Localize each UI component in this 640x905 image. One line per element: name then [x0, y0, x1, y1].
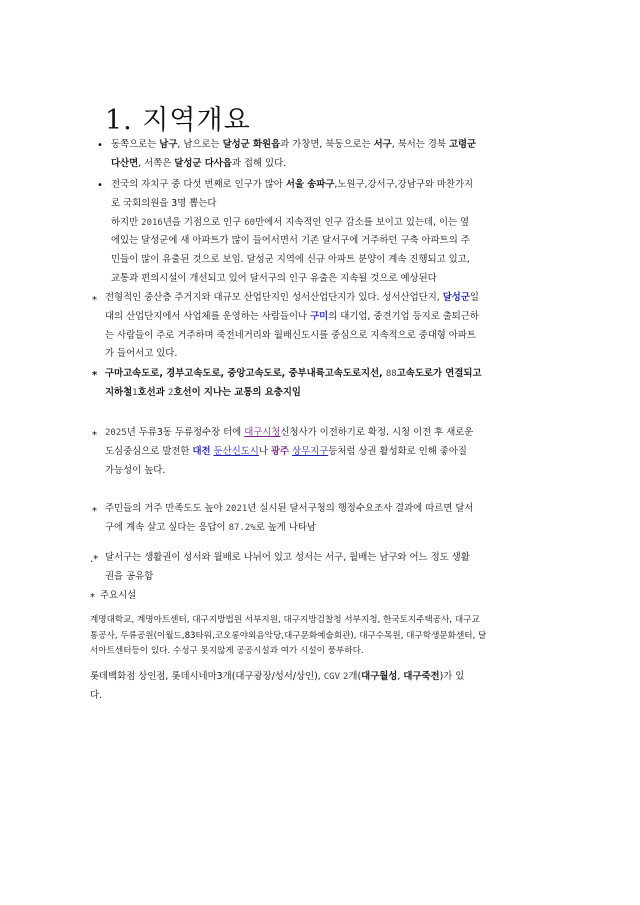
section-satisfaction: 주민들의 거주 만족도도 높아 2021년 실시된 달서구청의 행정수요조사 결과에 따르면 달서 구에 계속 살고 싶다는 응답이 87.2%로 높게 나타남 — [105, 503, 474, 533]
bullet-marker: .* — [90, 554, 99, 565]
facilities-paragraph: 계명대학교, 계명아트센터, 대구지방법원 서부지원, 대구지방검찰청 서부지청, 한국토지주택공사, 대구교 통공사, 두류공원(이월드,83타워,코오롱야외음악당,대구문화예술회관), 대구수목원, 대구학생문화센터, 달 서아트센터등이 있다. 수성구 못지않게 공공시설과 여가 시설이 풍부하다. — [90, 615, 487, 656]
page-title: 1. 지역개요 — [105, 105, 251, 136]
bullet-marker: * — [92, 295, 97, 306]
bullet-marker: • — [97, 140, 103, 151]
section-city-hall: 2025년 두류3동 두류정수장 터에 대구시청신청사가 이전하기로 확정. 시청 이전 후 새로운 도심중심으로 발전한 대전 둔산신도시나 광주 상무지구등처럼 상권 활성화로 인해 좋아질 가능성이 높다. — [105, 427, 474, 476]
bullet-marker: * — [92, 506, 97, 517]
borders-line-2: 다산면, 서쪽은 달성군 다사읍과 접해 있다. — [111, 157, 287, 169]
bullet-marker: * — [92, 430, 97, 441]
section-industry: 전형적인 중산층 주거지와 대규모 산업단지인 성서산업단지가 있다. 성서산업단지, 달성군일 대의 산업단지에서 사업체를 운영하는 사람들이나 구미의 대기업, 중견기업 등지로 출퇴근하 는 사람들이 주로 거주하며 죽전네거리와 월배신도시를 중심으로 지속적으로 중대형 아파트 가 들어서고 있다. — [105, 292, 479, 360]
shopping-paragraph: 롯데백화점 상인점, 롯데시네마3개(대구광장/성서/상인), CGV 2개(대구월성, 대구죽전)가 있 다. — [90, 671, 465, 701]
bullet-marker: * — [92, 370, 98, 381]
section-borders — [111, 136, 551, 174]
bullet-marker: * — [90, 592, 95, 603]
borders-line-1: 동쪽으로는 남구, 남으로는 달성군 화원읍과 가창면, 북동으로는 서구, 북서는 경북 고령군 — [111, 139, 477, 150]
section-transport: 구마고속도로, 경부고속도로, 중앙고속도로, 중부내륙고속도로지선, 88고속도로가 연결되고 지하철1호선과 2호선이 지나는 교통의 요충지임 — [105, 368, 482, 398]
section-population: 전국의 자치구 중 다섯 번째로 인구가 많아 서울 송파구,노원구,강서구,강남구와 마찬가지 로 국회의원을 3명 뽑는다 하지만 2016년을 기점으로 인구 60만에서 지속적인 인구 감소를 보이고 있는데, 이는 옆 에있는 달성군에 새 아파트가 많이 들어서면서 기존 달서구에 거주하던 구축 아파트의 주 민들이 많이 유출된 것으로 보임. 달성군 지역에 신규 아파트 분양이 계속 진행되고 있고, 교통과 편의시설이 개선되고 있어 달서구의 인구 유출은 지속될 것으로 예상된다 — [111, 179, 474, 284]
bullet-marker: • — [97, 180, 103, 191]
section-living-zone: 달서구는 생활권이 성서와 월배로 나뉘어 있고 성서는 서구, 월배는 남구와 어느 정도 생활 권을 공유함 — [105, 552, 470, 582]
section-facilities-label: 주요시설 — [100, 590, 137, 601]
